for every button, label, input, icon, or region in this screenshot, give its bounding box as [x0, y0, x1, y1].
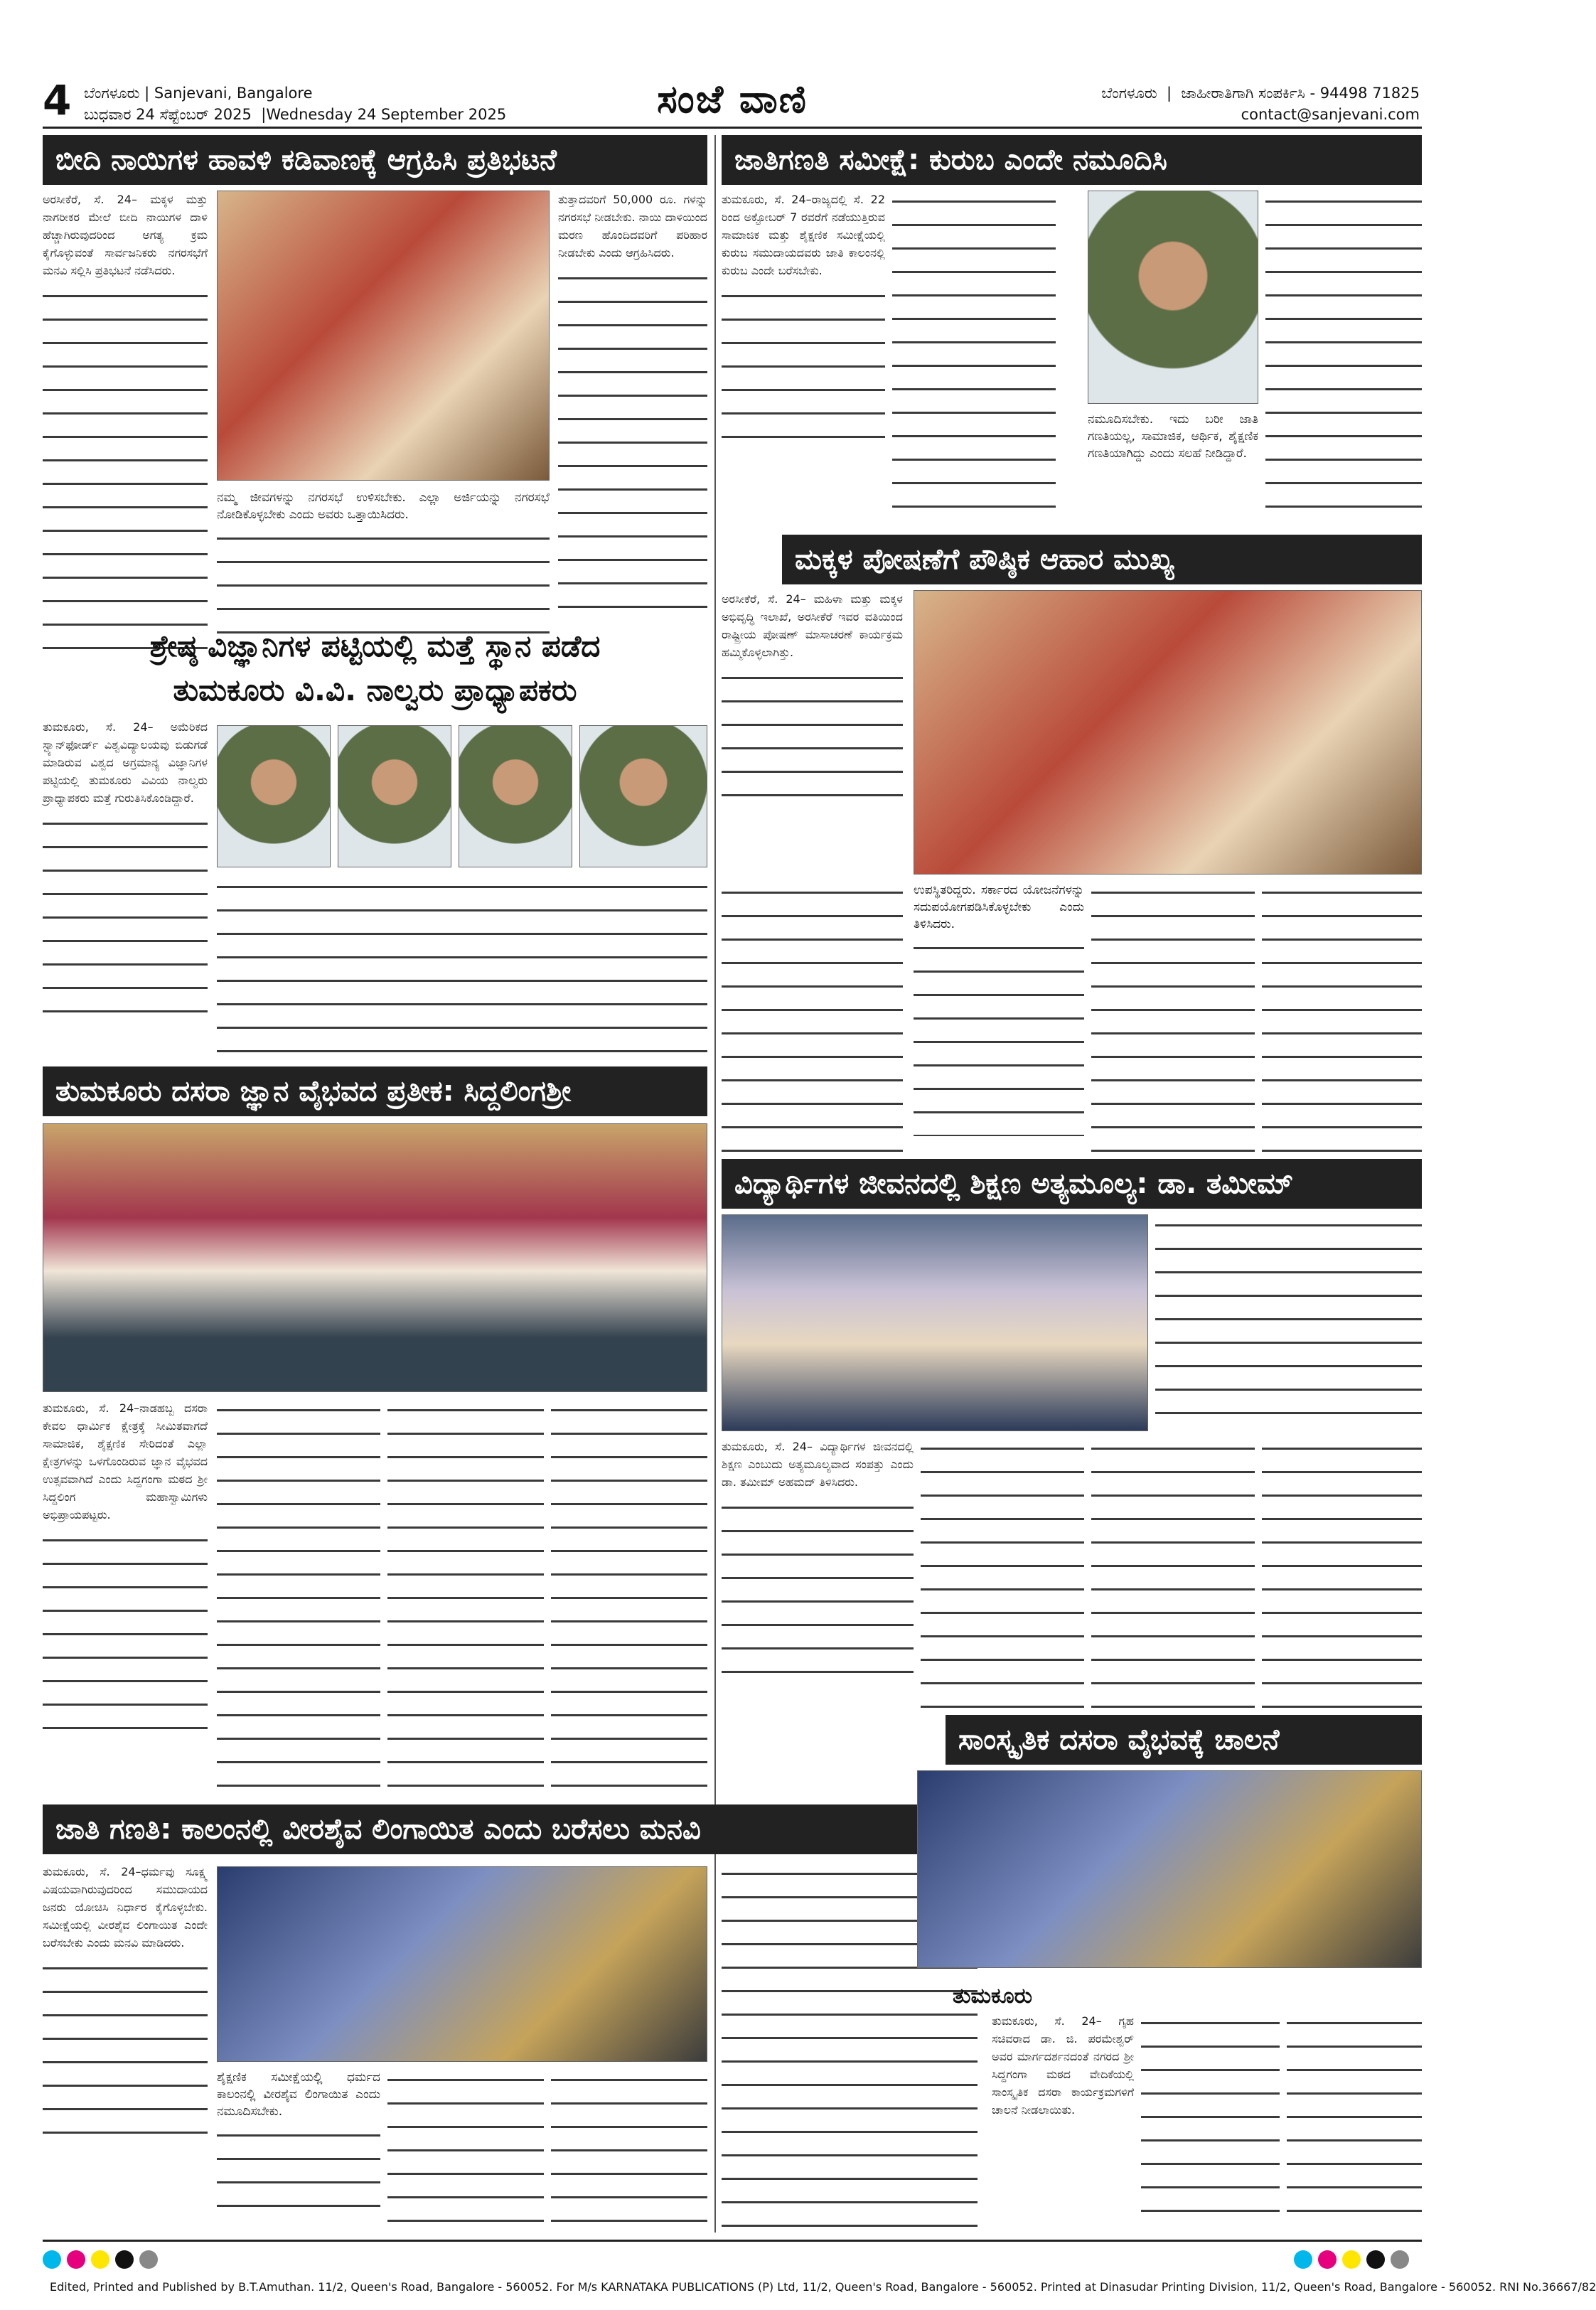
professor-photo-4 — [579, 725, 707, 867]
nutrition-caption-text: ಉಪಸ್ಥಿತರಿದ್ದರು. ಸರ್ಕಾರದ ಯೋಜನೆಗಳನ್ನು ಸದುಪಯೋಗಪಡಿಸಿಕೊಳ್ಳಬೇಕು ಎಂದು ತಿಳಿಸಿದರು. — [914, 883, 1084, 931]
education-col1 — [722, 1438, 914, 1708]
caste-census-col4 — [1265, 191, 1422, 525]
page-number: 4 — [43, 76, 72, 124]
reg-dot — [115, 2250, 134, 2269]
stray-dogs-protest-photo — [217, 191, 550, 481]
contact-email[interactable]: contact@sanjevani.com — [1241, 106, 1420, 123]
date-english: Wednesday 24 September 2025 — [266, 106, 507, 123]
edition-name: Sanjevani, Bangalore — [154, 85, 313, 102]
stray-dogs-col1 — [43, 191, 208, 653]
headline-caste-census: ಜಾತಿಗಣತಿ ಸಮೀಕ್ಷೆ: ಕುರುಬ ಎಂದೇ ನಮೂದಿಸಿ — [722, 135, 1422, 185]
caste-census-col1 — [722, 191, 885, 525]
headline-scientists-line1: ಶ್ರೇಷ್ಠ ವಿಜ್ಞಾನಿಗಳ ಪಟ್ಟಿಯಲ್ಲಿ ಮತ್ತೆ ಸ್ಥಾನ ಪಡೆದ — [149, 629, 601, 663]
dasara-knowledge-lead: ತುಮಕೂರು, ಸೆ. 24–ನಾಡಹಬ್ಬ ದಸರಾ ಕೇವಲ ಧಾರ್ಮಿಕ ಕ್ಷೇತ್ರಕ್ಕೆ ಸೀಮಿತವಾಗದೆ ಸಾಮಾಜಿಕ, ಶೈಕ್ಷಣಿಕ ಸೇರಿದಂತೆ ಎಲ್ಲಾ ಕ್ಷೇತ್ರಗಳನ್ನು ಒಳಗೊಂಡಿರುವ ಜ್ಞಾನ ವೈಭವದ ಉತ್ಸವವಾಗಿದೆ ಎಂದು ಸಿದ್ದಗಂಗಾ ಮಠದ ಶ್ರೀ ಸಿದ್ದಲಿಂಗ ಮಹಾಸ್ವಾಮಿಗಳು ಅಭಿಪ್ರಾಯಪಟ್ಟರು. — [43, 1401, 208, 1522]
text-lines — [43, 1529, 208, 1743]
text-lines — [43, 1957, 208, 2142]
registration-marks-right — [1294, 2250, 1415, 2272]
professor-photo-2 — [338, 725, 451, 867]
reg-dot — [1318, 2250, 1337, 2269]
headline-cultural-dasara: ಸಾಂಸ್ಕೃತಿಕ ದಸರಾ ವೈಭವಕ್ಕೆ ಚಾಲನೆ — [946, 1715, 1422, 1765]
text-lines — [217, 528, 550, 634]
cultural-dasara-col3 — [1287, 2012, 1422, 2233]
education-ceremony-photo — [722, 1214, 1148, 1431]
stray-dogs-mid: ತುತ್ತಾದವರಿಗೆ 50,000 ರೂ. ಗಳನ್ನು ನಗರಸಭೆ ನೀಡಬೇಕು. ನಾಯಿ ದಾಳಿಯಿಂದ ಮರಣ ಹೊಂದಿದವರಿಗೆ ಪರಿಹಾರ ನೀಡಬೇಕು ಎಂದು ಆಗ್ರಹಿಸಿದರು. — [558, 193, 707, 260]
cultural-dasara-col1 — [992, 2012, 1134, 2233]
veerashaiva-col3 — [387, 2069, 544, 2233]
scientists-lead: ತುಮಕೂರು, ಸೆ. 24– ಅಮೆರಿಕದ ಸ್ಟ್ಯಾನ್‌ಫೋರ್ಡ್ ವಿಶ್ವವಿದ್ಯಾಲಯವು ಬಿಡುಗಡೆ ಮಾಡಿರುವ ವಿಶ್ವದ ಅಗ್ರಮಾನ್ಯ ವಿಜ್ಞಾನಿಗಳ ಪಟ್ಟಿಯಲ್ಲಿ ತುಮಕೂರು ವಿವಿಯ ನಾಲ್ವರು ಪ್ರಾಧ್ಯಾಪಕರು ಮತ್ತೆ ಗುರುತಿಸಿಕೊಂಡಿದ್ದಾರೆ. — [43, 720, 208, 805]
headline-veerashaiva: ಜಾತಿ ಗಣತಿ: ಕಾಲಂನಲ್ಲಿ ವೀರಶೈವ ಲಿಂಗಾಯಿತ ಎಂದು ಬರೆಸಲು ಮನವಿ — [43, 1804, 985, 1854]
veerashaiva-caption-text: ಶೈಕ್ಷಣಿಕ ಸಮೀಕ್ಷೆಯಲ್ಲಿ ಧರ್ಮದ ಕಾಲಂನಲ್ಲಿ ವೀರಶೈವ ಲಿಂಗಾಯಿತ ಎಂದು ನಮೂದಿಸಬೇಕು. — [217, 2070, 380, 2119]
nutrition-caption — [914, 882, 1084, 1152]
registration-marks-left — [43, 2250, 164, 2272]
masthead-left-meta: ಬೆಂಗಳೂರು | Sanjevani, Bangalore ಬುಧವಾರ 24 ಸೆಪ್ಟೆಂಬರ್ 2025 |Wednesday 24 September 2025 — [84, 85, 507, 123]
text-lines — [722, 285, 885, 456]
dasara-knowledge-col3 — [387, 1399, 544, 1797]
kuruba-leader-portrait — [1088, 191, 1258, 404]
nutrition-col3 — [1091, 882, 1255, 1152]
date-kannada: ಬುಧವಾರ 24 ಸೆಪ್ಟೆಂಬರ್ 2025 — [84, 106, 252, 123]
nutrition-col4 — [1262, 882, 1422, 1152]
text-lines — [43, 285, 208, 655]
headline-education: ವಿದ್ಯಾರ್ಥಿಗಳ ಜೀವನದಲ್ಲಿ ಶಿಕ್ಷಣ ಅತ್ಯಮೂಲ್ಯ: ಡಾ. ತಮೀಮ್ — [722, 1159, 1422, 1209]
caste-census-caption — [1088, 411, 1258, 525]
veerashaiva-col1 — [43, 1863, 208, 2233]
text-lines — [558, 267, 707, 609]
text-lines — [722, 667, 903, 809]
veerashaiva-caption — [217, 2069, 380, 2233]
text-lines — [722, 882, 903, 1152]
footer-rule — [43, 2240, 1422, 2242]
nutrition-col1b — [722, 882, 903, 1152]
veerashaiva-col4 — [551, 2069, 707, 2233]
nutrition-col1 — [722, 590, 903, 875]
education-col4 — [1262, 1438, 1422, 1708]
stray-dogs-lead: ಅರಸೀಕೆರೆ, ಸೆ. 24– ಮಕ್ಕಳ ಮತ್ತು ನಾಗರೀಕರ ಮೇಲೆ ಬೀದಿ ನಾಯಿಗಳ ದಾಳಿ ಹೆಚ್ಚಾಗಿರುವುದರಿಂದ ಅಗತ್ಯ ಕ್ರಮ ಕೈಗೊಳ್ಳುವಂತೆ ಸಾರ್ವಜನಿಕರು ನಗರಸಭೆಗೆ ಮನವಿ ಸಲ್ಲಿಸಿ ಪ್ರತಿಭಟನೆ ನಡೆಸಿದರು. — [43, 193, 208, 277]
masthead-rule — [43, 127, 1422, 129]
ad-contact: ಜಾಹೀರಾತಿಗಾಗಿ ಸಂಪರ್ಕಿಸಿ - 94498 71825 — [1181, 85, 1420, 102]
cultural-dasara-photo — [917, 1770, 1422, 1968]
dasara-knowledge-col1 — [43, 1399, 208, 1797]
reg-dot — [1391, 2250, 1409, 2269]
education-lead: ತುಮಕೂರು, ಸೆ. 24– ವಿದ್ಯಾರ್ಥಿಗಳ ಜೀವನದಲ್ಲಿ ಶಿಕ್ಷಣ ಎಂಬುದು ಅತ್ಯಮೂಲ್ಯವಾದ ಸಂಪತ್ತು ಎಂದು ಡಾ. ತಮೀಮ್ ಅಹಮದ್ ತಿಳಿಸಿದರು. — [722, 1440, 914, 1489]
reg-dot — [91, 2250, 109, 2269]
headline-nutrition: ಮಕ್ಕಳ ಪೋಷಣೆಗೆ ಪೌಷ್ಠಿಕ ಆಹಾರ ಮುಖ್ಯ — [782, 535, 1422, 584]
reg-dot — [43, 2250, 61, 2269]
veerashaiva-group-photo — [217, 1866, 707, 2062]
caste-census-col2 — [892, 191, 1056, 525]
stray-dogs-col3 — [558, 191, 707, 653]
scientists-body-lines — [217, 876, 707, 1054]
education-col3 — [1091, 1438, 1255, 1708]
text-lines — [43, 813, 208, 1026]
dasara-knowledge-col2 — [217, 1399, 380, 1797]
city-right: ಬೆಂಗಳೂರು — [1101, 85, 1157, 102]
headline-scientists-line2: ತುಮಕೂರು ವಿ.ವಿ. ನಾಲ್ವರು ಪ್ರಾಧ್ಯಾಪಕರು — [173, 673, 577, 707]
nutrition-lead: ಅರಸೀಕೆರೆ, ಸೆ. 24– ಮಹಿಳಾ ಮತ್ತು ಮಕ್ಕಳ ಅಭಿವೃದ್ಧಿ ಇಲಾಖೆ, ಅರಸೀಕೆರೆ ಇವರ ವತಿಯಿಂದ ರಾಷ್ಟ್ರೀಯ ಪೋಷಣ್ ಮಾಸಾಚರಣೆ ಕಾರ್ಯಕ್ರಮ ಹಮ್ಮಿಕೊಳ್ಳಲಾಗಿತ್ತು. — [722, 592, 903, 659]
imprint-line: Edited, Printed and Published by B.T.Amuthan. 11/2, Queen's Road, Bangalore - 560052. For M/s KARNATAKA PUBLICATIONS (P) Ltd, 11/2, Queen's Road, Bangalore - 560052. Printed at Dinasudar Printing Division, 11/2, Queen's Road, Bangalore - 560052. RNI No.36667/82 — [50, 2280, 1596, 2294]
nutrition-event-photo — [914, 590, 1422, 875]
dasara-stage-audience-photo — [43, 1123, 707, 1392]
text-lines — [217, 2124, 380, 2210]
reg-dot — [139, 2250, 158, 2269]
text-lines — [722, 1497, 914, 1674]
dasara-knowledge-col4 — [551, 1399, 707, 1797]
caste-census-lead: ತುಮಕೂರು, ಸೆ. 24–ರಾಜ್ಯದಲ್ಲಿ ಸೆ. 22 ರಿಂದ ಅಕ್ಟೋಬರ್ 7 ರವರೆಗೆ ನಡೆಯುತ್ತಿರುವ ಸಾಮಾಜಿಕ ಮತ್ತು ಶೈಕ್ಷಣಿಕ ಸಮೀಕ್ಷೆಯಲ್ಲಿ ಕುರುಬ ಸಮುದಾಯದವರು ಜಾತಿ ಕಾಲಂನಲ್ಲಿ ಕುರುಬ ಎಂದೇ ಬರೆಸಬೇಕು. — [722, 193, 885, 277]
text-lines — [914, 937, 1084, 1136]
stray-dogs-caption — [217, 489, 550, 646]
scientists-col1 — [43, 718, 208, 1059]
education-col2 — [921, 1438, 1084, 1708]
newspaper-brand: ಸಂಜೆ ವಾಣಿ — [657, 77, 808, 122]
professor-photo-3 — [459, 725, 572, 867]
reg-dot — [1342, 2250, 1361, 2269]
caste-census-caption-text: ನಮೂದಿಸಬೇಕು. ಇದು ಬರೀ ಜಾತಿ ಗಣತಿಯಲ್ಲ, ಸಾಮಾಜಿಕ, ಆರ್ಥಿಕ, ಶೈಕ್ಷಣಿಕ ಗಣತಿಯಾಗಿದ್ದು ಎಂದು ಸಲಹೆ ನೀಡಿದ್ದಾರೆ. — [1088, 412, 1258, 461]
cultural-dasara-lead: ತುಮಕೂರು, ಸೆ. 24– ಗೃಹ ಸಚಿವರಾದ ಡಾ. ಜಿ. ಪರಮೇಶ್ವರ್ ಅವರ ಮಾರ್ಗದರ್ಶನದಂತೆ ನಗರದ ಶ್ರೀ ಸಿದ್ದಗಂಗಾ ಮಠದ ವೇದಿಕೆಯಲ್ಲಿ ಸಾಂಸ್ಕೃತಿಕ ದಸರಾ ಕಾರ್ಯಕ್ರಮಗಳಿಗೆ ಚಾಲನೆ ನೀಡಲಾಯಿತು. — [992, 2014, 1134, 2117]
headline-stray-dogs: ಬೀದಿ ನಾಯಿಗಳ ಹಾವಳಿ ಕಡಿವಾಣಕ್ಕೆ ಆಗ್ರಹಿಸಿ ಪ್ರತಿಭಟನೆ — [43, 135, 707, 185]
cultural-dasara-photo-label: ತುಮಕೂರು — [953, 1984, 1033, 2009]
column-divider — [714, 135, 716, 2233]
cultural-dasara-col2 — [1141, 2012, 1280, 2233]
reg-dot — [1366, 2250, 1385, 2269]
masthead-right-meta: ಬೆಂಗಳೂರು | ಜಾಹೀರಾತಿಗಾಗಿ ಸಂಪರ್ಕಿಸಿ - 94498 71825 contact@sanjevani.com — [1101, 82, 1420, 125]
city-left: ಬೆಂಗಳೂರು — [84, 85, 140, 102]
reg-dot — [67, 2250, 85, 2269]
veerashaiva-lead: ತುಮಕೂರು, ಸೆ. 24–ಧರ್ಮವು ಸೂಕ್ಷ್ಮ ವಿಷಯವಾಗಿರುವುದರಿಂದ ಸಮುದಾಯದ ಜನರು ಯೋಚಿಸಿ ನಿರ್ಧಾರ ಕೈಗೊಳ್ಳಬೇಕು. ಸಮೀಕ್ಷೆಯಲ್ಲಿ ವೀರಶೈವ ಲಿಂಗಾಯಿತ ಎಂದೇ ಬರೆಸಬೇಕು ಎಂದು ಮನವಿ ಮಾಡಿದರು. — [43, 1865, 208, 1950]
headline-dasara-knowledge: ತುಮಕೂರು ದಸರಾ ಜ್ಞಾನ ವೈಭವದ ಪ್ರತೀಕ: ಸಿದ್ದಲಿಂಗಶ್ರೀ — [43, 1066, 707, 1116]
education-col4-top — [1155, 1214, 1422, 1431]
stray-dogs-caption-text: ನಮ್ಮ ಜೀವಗಳನ್ನು ನಗರಸಭೆ ಉಳಿಸಬೇಕು. ಎಲ್ಲಾ ಅರ್ಜಿಯನ್ನು ನಗರಸಭೆ ನೋಡಿಕೊಳ್ಳಬೇಕು ಎಂದು ಅವರು ಒತ್ತಾಯಿಸಿದರು. — [217, 491, 550, 522]
professor-photo-1 — [217, 725, 331, 867]
reg-dot — [1294, 2250, 1312, 2269]
